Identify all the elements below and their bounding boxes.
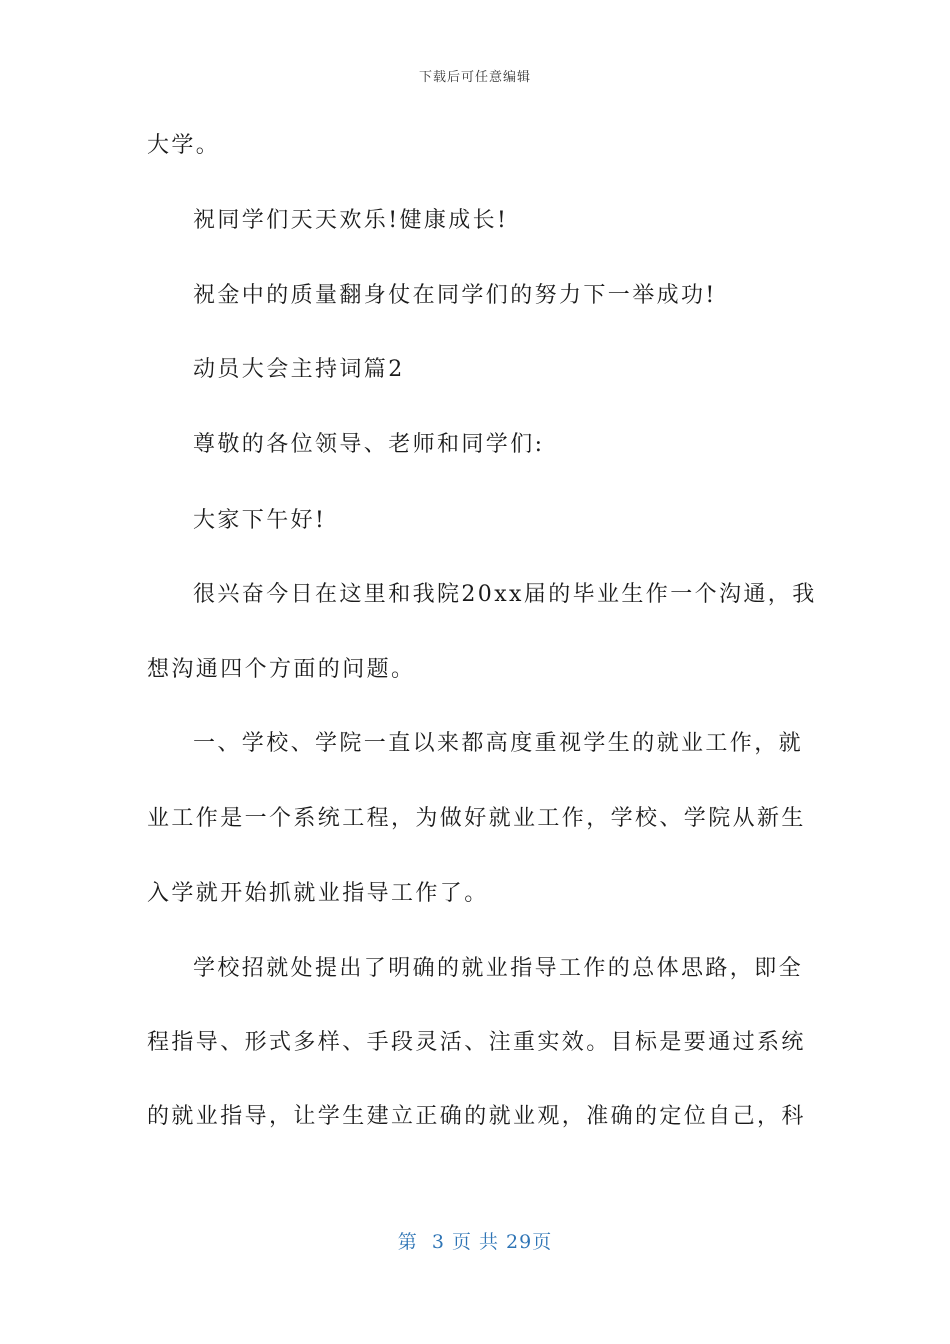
- paragraph-line: 尊敬的各位领导、老师和同学们:: [193, 432, 545, 457]
- paragraph-line: 祝金中的质量翻身仗在同学们的努力下一举成功!: [193, 283, 717, 308]
- section-heading: 动员大会主持词篇2: [193, 357, 405, 382]
- paragraph-line: 很兴奋今日在这里和我院20xx届的毕业生作一个沟通，我: [193, 582, 817, 607]
- paragraph-line: 一、学校、学院一直以来都高度重视学生的就业工作，就: [193, 731, 804, 756]
- paragraph-line: 程指导、形式多样、手段灵活、注重实效。目标是要通过系统: [147, 1030, 806, 1055]
- paragraph-line: 学校招就处提出了明确的就业指导工作的总体思路，即全: [193, 956, 804, 981]
- paragraph-line: 想沟通四个方面的问题。: [147, 657, 416, 682]
- paragraph-line: 业工作是一个系统工程，为做好就业工作，学校、学院从新生: [147, 806, 806, 831]
- paragraph-line: 祝同学们天天欢乐!健康成长!: [193, 208, 509, 233]
- paragraph-line: 大家下午好!: [193, 508, 327, 533]
- paragraph-line: 大学。: [147, 133, 221, 158]
- page-header-note: 下载后可任意编辑: [418, 70, 531, 85]
- page-number-footer: 第 3 页 共 29页: [397, 1231, 553, 1253]
- paragraph-line: 入学就开始抓就业指导工作了。: [147, 881, 489, 906]
- paragraph-line: 的就业指导，让学生建立正确的就业观，准确的定位自己，科: [147, 1104, 806, 1129]
